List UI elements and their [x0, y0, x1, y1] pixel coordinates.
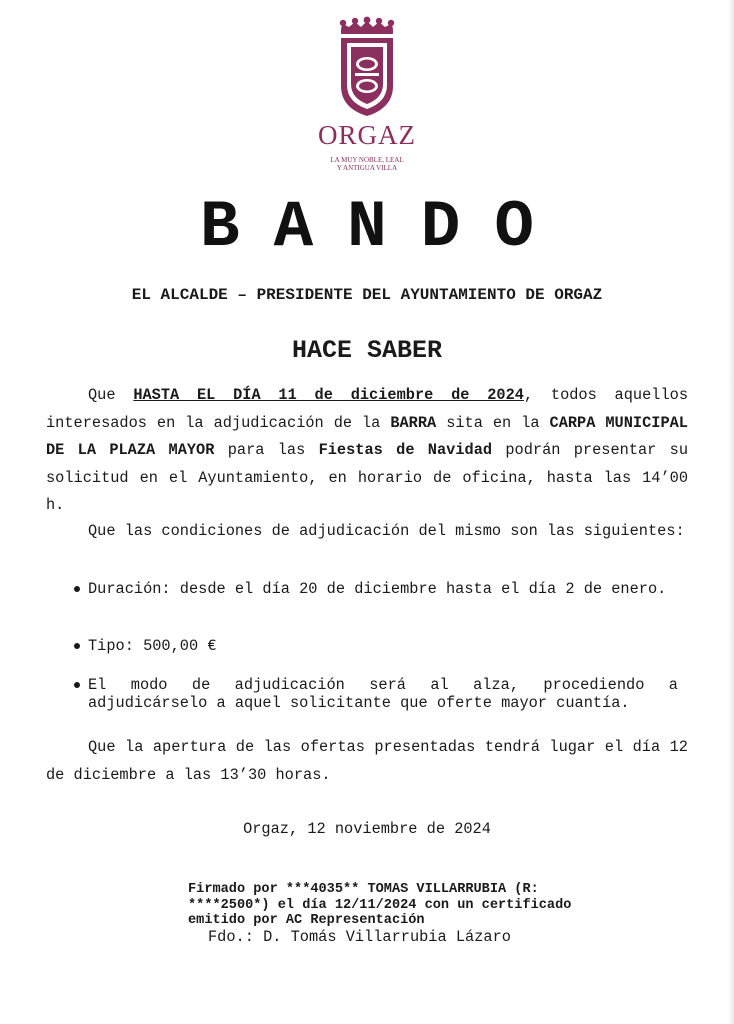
- conditions-list: [72, 580, 678, 598]
- place-date: Orgaz, 12 noviembre de 2024: [243, 820, 491, 838]
- p1-t4: podrán presentar su solicitud en el Ayuntamiento, en horario de oficina, hasta las 14’00 h.: [46, 441, 689, 514]
- signature-line3: emitido por AC Representación: [188, 913, 425, 928]
- p1-fiestas: Fiestas de Navidad: [318, 441, 493, 459]
- signatory-name: Fdo.: D. Tomás Villarrubia Lázaro: [208, 928, 511, 946]
- page-edge: [728, 0, 734, 1024]
- issuer-subtitle: EL ALCALDE – PRESIDENTE DEL AYUNTAMIENTO DE ORGAZ: [131, 286, 603, 304]
- list-item: Tipo: 500,00 €: [72, 637, 678, 655]
- conditions-list: [72, 637, 678, 655]
- p1-t1: , todos aquellos interesados en la adjudicación de la: [46, 386, 688, 432]
- digital-signature-block: [188, 882, 618, 929]
- logo-motto: [300, 156, 434, 172]
- logo-motto-line2: Y ANTIGUA VILLA: [336, 164, 398, 172]
- list-item: El modo de adjudicación será al alza, procediendo a adjudicárselo a aquel solicitante que oferte mayor cuantía.: [72, 676, 678, 712]
- coat-of-arms-icon: [335, 16, 399, 118]
- coat-of-arms-logo: [300, 16, 434, 176]
- document-title: BANDO: [199, 190, 569, 265]
- signature-line2: ****2500*) el día 12/11/2024 con un certificado: [188, 897, 572, 913]
- paragraph-2: [46, 518, 688, 546]
- logo-motto-line1: LA MUY NOBLE, LEAL: [330, 156, 404, 164]
- p2-text: Que las condiciones de adjudicación del mismo son las siguientes:: [88, 522, 685, 540]
- p1-pre: Que: [88, 386, 134, 404]
- announcement-heading: HACE SABER: [291, 336, 443, 365]
- signature-line1: Firmado por ***4035** TOMAS VILLARRUBIA (R:: [188, 882, 539, 897]
- p1-t2: sita en la: [436, 413, 550, 432]
- p1-deadline: HASTA EL DÍA 11 de diciembre de 2024: [133, 386, 524, 404]
- p3-text: Que la apertura de las ofertas presentadas tendrá lugar el día 12 de diciembre a las 13’30 horas.: [46, 738, 688, 784]
- paragraph-1: [46, 382, 688, 520]
- list-item: Duración: desde el día 20 de diciembre hasta el día 2 de enero.: [72, 580, 678, 598]
- logo-name: ORGAZ: [318, 120, 416, 150]
- paragraph-3: [46, 734, 688, 789]
- p1-t3: para las: [214, 441, 319, 459]
- p1-carpa: CARPA MUNICIPAL DE LA PLAZA MAYOR: [46, 413, 688, 459]
- p1-barra: BARRA: [390, 413, 437, 432]
- conditions-list: [72, 676, 678, 712]
